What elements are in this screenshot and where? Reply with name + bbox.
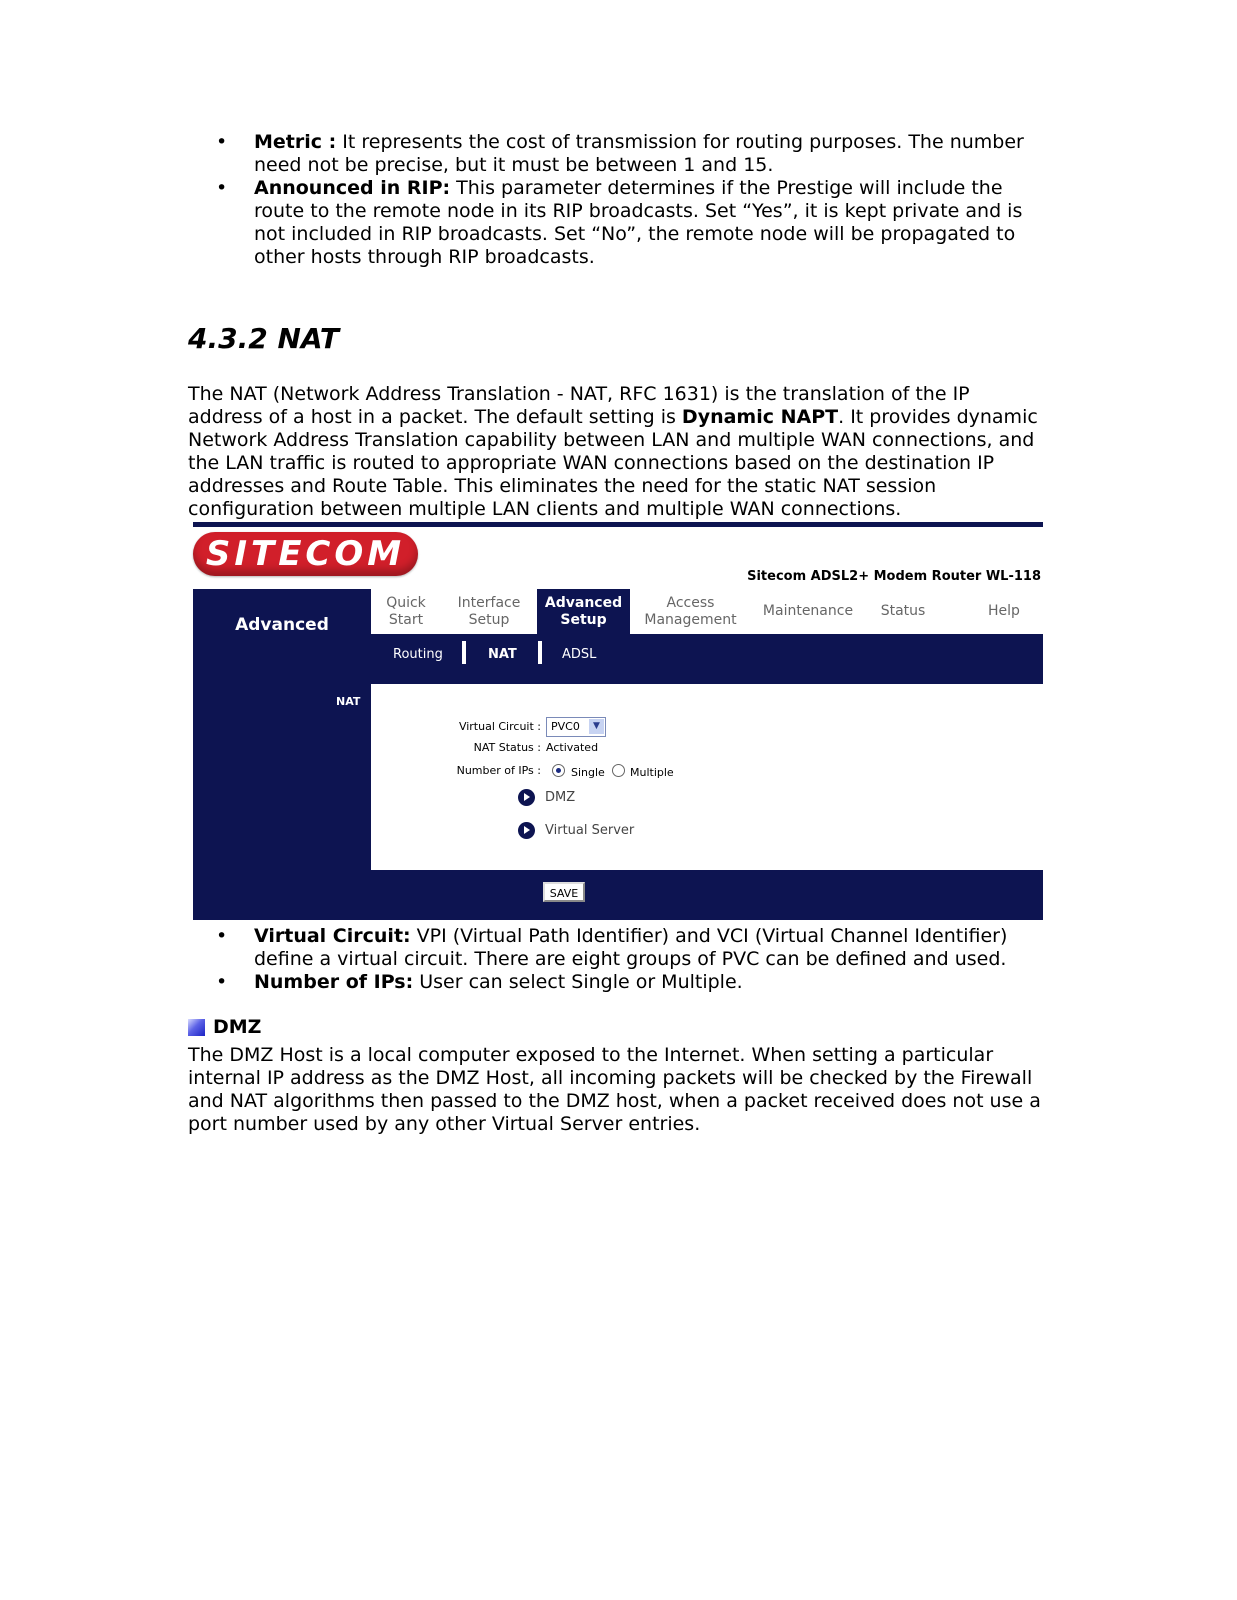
sub-navigation [371, 634, 1043, 684]
bullet-text: VPI (Virtual Path Identifier) and VCI (Virtual Channel Identifier) define a virtual circuit. There are eight groups of PVC can be defined and used. [254, 925, 1008, 970]
subtab-nat[interactable]: NAT [488, 647, 517, 662]
nat-paragraph-text: The NAT (Network Address Translation - NAT, RFC 1631) is the translation of the IP address of a host in a packet. The default setting is [188, 383, 970, 428]
subtab-routing[interactable]: Routing [393, 647, 443, 662]
tab-label: Setup [468, 611, 510, 628]
nat-status-label: NAT Status : [473, 741, 541, 754]
chevron-down-icon[interactable]: ▼ [589, 719, 604, 734]
tab-label: Setup [560, 611, 607, 628]
radio-multiple[interactable] [612, 764, 625, 777]
tab-status[interactable] [867, 589, 939, 634]
bullet-announced-in-rip [216, 177, 1046, 269]
left-panel [193, 589, 371, 920]
tab-label: Start [388, 611, 424, 628]
subtab-separator [462, 641, 466, 664]
bullet-metric [216, 131, 1046, 177]
bullet-virtual-circuit [216, 925, 1046, 971]
bullet-text: This parameter determines if the Prestige will include the route to the remote node in its RIP broadcasts. Set “Yes”, it is kept private and is not included in RIP broadcasts. Set “No”, the remote node will be propagated to other hosts through RIP broadcasts. [254, 177, 1023, 268]
bullet-text: User can select Single or Multiple. [413, 971, 743, 993]
dmz-paragraph: The DMZ Host is a local computer exposed to the Internet. When setting a particular internal IP address as the DMZ Host, all incoming packets will be checked by the Firewall and NAT algorithms then passed to the DMZ host, when a packet received does not use a port number used by any other Virtual Server entries. [188, 1044, 1041, 1135]
tab-label: Help [988, 603, 1020, 619]
tab-interface-setup[interactable] [443, 589, 535, 634]
number-of-ips-label: Number of IPs : [456, 764, 541, 777]
subtab-adsl[interactable]: ADSL [562, 647, 597, 662]
nat-settings-form [371, 684, 1043, 870]
subtab-separator [538, 641, 542, 664]
tab-label: Quick [386, 594, 426, 611]
virtual-server-link[interactable]: Virtual Server [545, 823, 635, 838]
dmz-heading-text: DMZ [213, 1016, 262, 1038]
tab-help[interactable] [969, 589, 1039, 634]
top-divider [193, 522, 1043, 527]
section-heading: 4.3.2 NAT [188, 322, 339, 355]
bullet-list-routing [216, 131, 1046, 269]
nat-paragraph-text-end: . It provides dynamic Network Address Translation capability between LAN and multiple WAN connections, and the LAN traffic is routed to appropriate WAN connections based on the destination IP addresses and Route Table. This eliminates the need for the static NAT session configuration between multiple LAN clients and multiple WAN connections. [188, 406, 1038, 520]
section-label: Advanced [235, 615, 329, 635]
radio-multiple-label: Multiple [630, 766, 674, 779]
bullet-term: Number of IPs: [254, 971, 414, 993]
square-bullet-icon [188, 1019, 205, 1036]
side-label-nat: NAT [336, 695, 361, 708]
dmz-heading [188, 1016, 261, 1038]
tab-advanced-setup[interactable] [537, 589, 630, 634]
play-arrow-icon[interactable] [518, 822, 535, 839]
save-button[interactable]: SAVE [543, 882, 585, 902]
virtual-circuit-value: PVC0 [551, 720, 580, 733]
main-tabs [371, 589, 1043, 634]
bullet-term: Metric : [254, 131, 337, 153]
bullet-term: Announced in RIP: [254, 177, 451, 199]
radio-single[interactable] [552, 764, 565, 777]
virtual-circuit-select[interactable] [546, 717, 606, 737]
tab-label: Access [666, 594, 715, 611]
tab-label: Status [880, 603, 926, 619]
play-arrow-icon[interactable] [518, 789, 535, 806]
bullet-list-nat [216, 925, 1046, 994]
nat-paragraph [188, 383, 1048, 521]
tab-label: Management [644, 611, 737, 628]
tab-label: Interface [457, 594, 521, 611]
tab-maintenance[interactable] [754, 589, 862, 634]
tab-quick-start[interactable] [371, 589, 441, 634]
tab-access-management[interactable] [632, 589, 749, 634]
nat-paragraph-bold: Dynamic NAPT [681, 406, 839, 428]
model-name: Sitecom ADSL2+ Modem Router WL-118 [747, 569, 1041, 584]
radio-single-label: Single [571, 766, 605, 779]
bullet-number-of-ips [216, 971, 1046, 994]
bullet-term: Virtual Circuit: [254, 925, 411, 947]
tab-label: Maintenance [762, 603, 854, 619]
dmz-link[interactable]: DMZ [545, 790, 576, 805]
nat-status-value: Activated [546, 741, 599, 754]
bottom-bar [371, 870, 1043, 920]
sitecom-logo: SITECOM [193, 532, 418, 576]
router-screenshot [193, 522, 1043, 920]
tab-label: Advanced [544, 594, 623, 611]
radio-selected-dot [556, 768, 561, 773]
bullet-text: It represents the cost of transmission for routing purposes. The number need not be precise, but it must be between 1 and 15. [254, 131, 1024, 176]
virtual-circuit-label: Virtual Circuit : [458, 720, 541, 733]
